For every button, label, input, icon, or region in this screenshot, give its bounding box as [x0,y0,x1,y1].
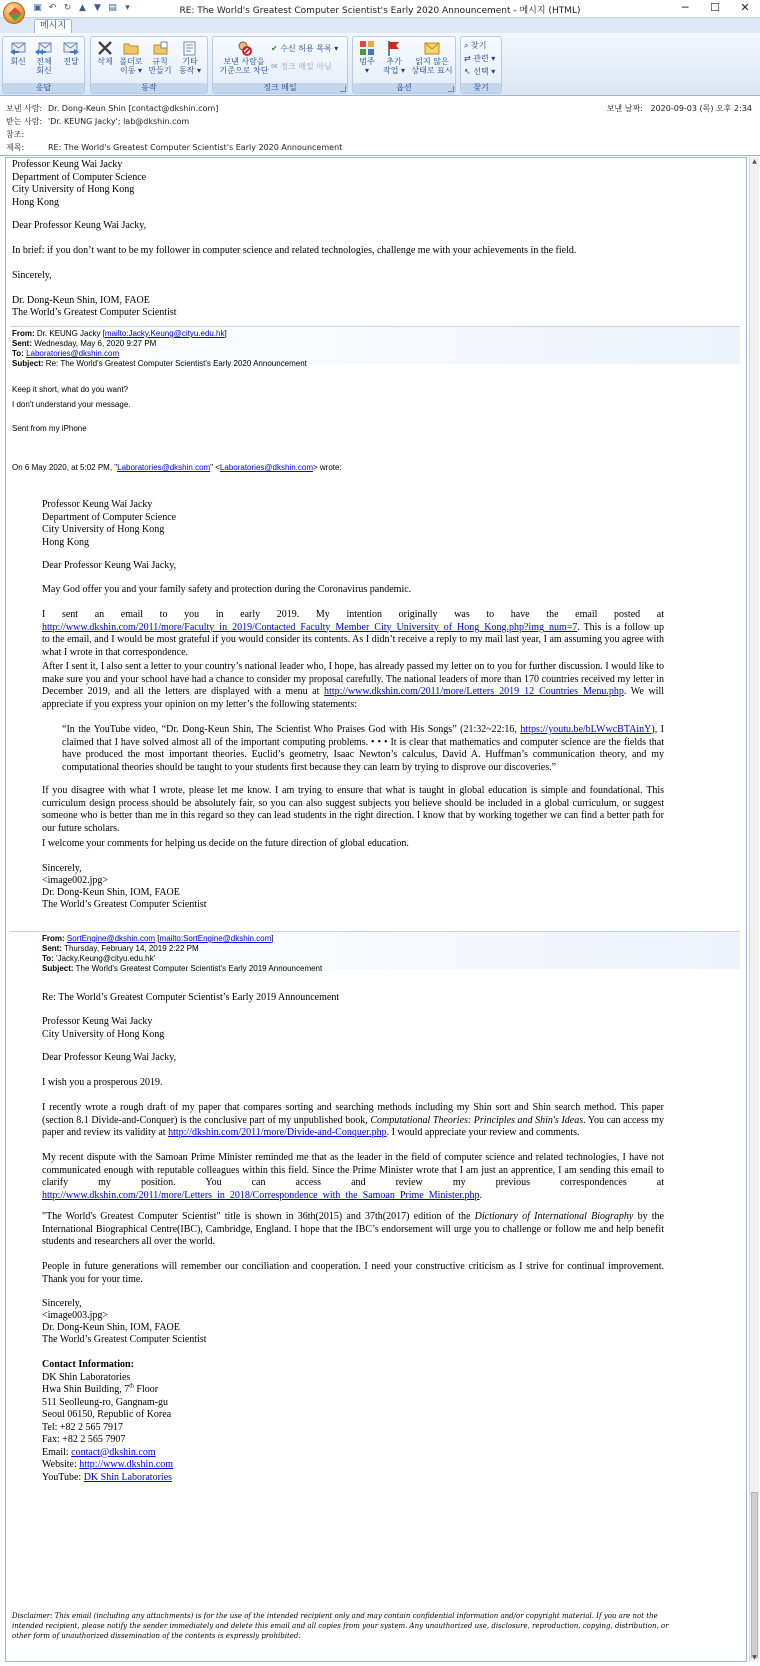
quoted-subject: Subject: Re: The World's Greatest Computer Scientist's Early 2020 Announcement [12,359,307,368]
mark-unread-button[interactable]: 읽지 않은 상태로 표시 [409,40,455,75]
not-junk-button[interactable]: ✉ 정크 메일 아님 [271,62,332,71]
quoted-subject: Subject: The World's Greatest Computer Scientist's Early 2019 Announcement [42,964,323,973]
redo-icon[interactable]: ↻ [63,3,72,13]
dialog-launcher-icon[interactable] [340,86,346,92]
greeting: Dear Professor Keung Wai Jacky, [12,220,147,231]
signature-title: The World’s Greatest Computer Scientist [12,307,177,318]
group-respond-label: 응답 [3,83,84,93]
find-button[interactable]: ⌕ 찾기 [464,41,487,50]
paragraph: May God offer you and your family safety and protection during the Coronavirus pandemic. [42,584,412,595]
email-link[interactable]: Laboratories@dkshin.com [219,463,313,472]
related-button[interactable]: ⇄ 관련 ▾ [464,54,496,63]
sent-date [607,103,752,114]
greeting: Dear Professor Keung Wai Jacky, [42,560,177,571]
mark-unread-icon [423,40,441,56]
signature-name: Dr. Dong-Keun Shin, IOM, FAOE [42,1322,180,1333]
image-placeholder: <image003.jpg> [42,1310,108,1321]
rule-icon [151,40,169,56]
from-label: 보낸 사람: [6,104,43,113]
reply-all-button[interactable]: 전체 회신 [32,40,56,75]
reply-button[interactable]: 회신 [6,40,30,66]
minimize-button[interactable]: ─ [681,1,689,14]
not-junk-icon: ✉ [271,62,278,71]
options-icon[interactable]: ▤ [108,3,117,13]
to-label: 받는 사람: [6,117,43,126]
dialog-launcher-icon[interactable] [448,86,454,92]
address-block: Professor Keung Wai Jacky Department of Computer Science City University of Hong Kong Hong Kong [12,159,147,208]
flag-icon [385,40,403,56]
paragraph: "The World's Greatest Computer Scientist" title is shown in 36th(2015) and 37th(2017) edition of the Dictionary of International Biography by the International Biographical Centre(IBC), Cambridge, England. I hope that the IBC’s endorsement will urge you to challenge or follow me and help benefit students and researchers all over the world. [42,1211,664,1247]
paragraph: If you disagree with what I wrote, please let me know. I am trying to ensure that what is taught in global education is simple and foundational. This curriculum design process should be absolutely fair, so you can also suggest subjects you believe should be included in a global curriculum, or suggest someone who is better than me in this regard so they can lead students in the right direction. I know that by working together we can find a better path for our future scholars. [42,785,664,834]
paragraph: In brief: if you don’t want to be my follower in computer science and related technologies, challenge me with your achievements in the field. [12,245,577,256]
contact-info: Contact Information: DK Shin Laboratories Hwa Shin Building, 7th Floor 511 Seolleung-ro, Gangnam-gu Seoul 06150, Republic of Korea Tel: +82 2 565 7917 Fax: +82 2 565 7907 Email: contact@dkshin.com Website: http://www.dkshin.com YouTube: DK Shin Laboratories [42,1359,174,1483]
closing: Sincerely, [42,1298,82,1309]
binoculars-icon: ⌕ [464,41,469,50]
message-header [0,96,760,156]
related-icon: ⇄ [464,54,471,63]
samoan-correspondence-link[interactable]: http://www.dkshin.com/2011/more/Letters_in_2018/Correspondence_with_the_Samoan_Prime_Minister.php [42,1189,480,1201]
signature-name: Dr. Dong-Keun Shin, IOM, FAOE [42,887,180,898]
sent-value: 2020-09-03 (목) 오후 2:34 [650,104,752,113]
up-arrow-icon[interactable]: ▲ [79,3,86,13]
email-link[interactable]: mailto:SortEngine@dkshin.com [159,934,272,943]
office-button[interactable] [3,2,25,24]
down-arrow-icon[interactable]: ▼ [94,3,101,13]
email-link[interactable]: Laboratories@dkshin.com [117,463,211,472]
scrollbar-thumb[interactable] [751,1492,758,1658]
other-actions-button[interactable]: 기타 동작 ▾ [177,40,203,75]
quoted-sent: Sent: Thursday, February 14, 2019 2:22 PM [42,944,199,953]
ribbon [0,33,760,96]
wrote-line: On 6 May 2020, at 5:02 PM, "Laboratories@dkshin.com" <Laboratories@dkshin.com> wrote: [12,463,342,472]
delete-icon [96,40,114,56]
quoted-from: From: Dr. KEUNG Jacky [mailto:Jacky.Keung@cityu.edu.hk] [12,329,227,338]
paragraph: I recently wrote a rough draft of my paper that compares sorting and searching methods including my Shin sort and Shin search method. This paper (section 8.1 Divide-and-Conquer) is the conclusive part of my unpublished book, Computational Theories: Principles and Shin's Ideas. You can access my paper and review its validity at http://dkshin.com/2011/more/Divide-and-Conquer.php. I would appreciate your review and comments. [42,1102,664,1138]
quoted-from: From: SortEngine@dkshin.com [mailto:SortEngine@dkshin.com] [42,934,274,943]
reply-all-icon [35,40,53,56]
reply-icon [9,40,27,56]
paragraph: My recent dispute with the Samoan Prime Minister reminded me that as the leader in the field of computer science and related technologies, I have not communicated enough with reputable colleagues within this field. Since the Prime Minister wrote that I am just an apprentice, I am sending this email to clarify my position. You can access and review my previous correspondences at http://www.dkshin.com/2011/more/Letters_in_2018/Correspondence_with_the_Samoan_Prime_Minister.php. [42,1152,664,1201]
close-button[interactable]: ✕ [740,1,750,14]
disclaimer: Disclaimer: This email (including any attachments) is for the use of the intended recipient only and may contain confidential information and/or copyright material. If you are not the intended recipient, please notify the sender immediately and delete this email and all copies from your system. Any unauthorized use, disclosure, reproduction, copying, distribution, or other form of unauthorized dissemination of the contents is expressly prohibited. [12,1612,669,1640]
website-link[interactable]: http://www.dkshin.com [79,1459,174,1470]
youtube-link[interactable]: https://youtu.be/bLWwcBTAinY [520,724,652,735]
signature-title: The World’s Greatest Computer Scientist [42,1334,207,1345]
paragraph: I sent an email to you in early 2019. My intention originally was to have the email posted at http://www.dkshin.com/2011/more/Faculty_in_2019/Contacted_Faculty_Member_City_University_of_Hong_Kong.php?img_num=7. This is a follow up to the email, and I would be most grateful if you would consider its contents. As I didn’t receive a reply to my mail last year, I am assuming you agree with what I wrote in that correspondence. [42,609,664,658]
safe-list-icon: ✔ [271,44,278,53]
scroll-down-icon[interactable]: ▼ [752,1654,757,1661]
tab-message[interactable]: 메시지 [34,19,72,33]
other-actions-icon [181,40,199,56]
email-link[interactable]: SortEngine@dkshin.com [66,934,156,943]
address-block: Professor Keung Wai Jacky City University of Hong Kong [42,1016,165,1040]
scroll-up-icon[interactable]: ▲ [752,158,757,165]
contact-email-link[interactable]: contact@dkshin.com [71,1446,156,1458]
youtube-channel-link[interactable]: DK Shin Laboratories [83,1471,173,1483]
paragraph: People in future generations will remember our conciliation and cooperation. I need your constructive criticism as I strive for continual improvement. Thank you for your time. [42,1261,664,1285]
quote-block: “In the YouTube video, “Dr. Dong-Keun Shin, The Scientist Who Praises God with His Songs” (21:32~22:16, https://youtu.be/bLWwcBTAinY), I claimed that I have solved almost all of the important computing problems. • • • It is clear that mathematics and computer science are the fields that have produced the most important theories. Euclid’s geometry, Isaac Newton’s calculus, David A. Huffman’s communication theory, and my computational theories should be taught to your students first because they can learn by trying to disprove our discoveries.” [62,724,664,773]
select-icon: ↖ [464,67,471,76]
greeting: Dear Professor Keung Wai Jacky, [42,1052,177,1063]
re-line: Re: The World’s Greatest Computer Scientist’s Early 2019 Announcement [42,992,340,1003]
subject-value: RE: The World's Greatest Computer Scientist's Early 2020 Announcement [48,143,343,152]
undo-icon[interactable]: ↶ [48,3,57,13]
image-placeholder: <image002.jpg> [42,875,108,886]
closing: Sincerely, [12,270,52,281]
group-find [460,36,502,94]
letters-menu-link[interactable]: http://www.dkshin.com/2011/more/Letters_2019_12_Countries_Menu.php [324,686,624,697]
closing: Sincerely, [42,863,82,874]
maximize-button[interactable]: ☐ [710,1,720,14]
customize-dropdown-icon[interactable]: ▾ [125,3,130,13]
group-actions [90,36,208,94]
message-body [5,157,747,1662]
create-rule-button[interactable]: 규칙 만들기 [147,40,173,75]
reply-text: I don't understand your message. [12,400,131,409]
delete-button[interactable]: 삭제 [94,40,116,66]
paragraph: I welcome your comments for helping us decide on the future direction of global education. [42,838,409,849]
from-value[interactable]: Dr. Dong-Keun Shin [contact@dkshin.com] [48,104,219,113]
subject-label: 제목: [6,143,25,152]
reply-text: Sent from my iPhone [12,424,87,433]
quoted-to: To: 'Jacky.Keung@cityu.edu.hk' [42,954,156,963]
cc-label: 참조: [6,130,25,139]
quoted-sent: Sent: Wednesday, May 6, 2020 9:27 PM [12,339,157,348]
group-options [352,36,456,94]
group-junk [212,36,348,94]
group-junk-label: 정크 메일 [213,83,347,93]
to-value[interactable]: 'Dr. KEUNG Jacky'; lab@dkshin.com [48,117,190,126]
block-sender-button[interactable]: 보낸 사람을 기준으로 차단 [215,40,273,75]
categorize-icon [358,40,376,56]
forward-icon [62,40,80,56]
follow-up-button[interactable]: 추가 작업 ▾ [381,40,407,75]
group-options-label: 옵션 [353,83,455,93]
sent-label: 보낸 날짜: [606,104,643,113]
move-to-folder-button[interactable]: 폴더로 이동 ▾ [117,40,145,75]
quoted-to: To: Laboratories@dkshin.com [12,349,120,358]
folder-icon [122,40,140,56]
categorize-button[interactable]: 범주 ▾ [355,40,379,75]
title-bar [0,0,760,18]
safe-list-button[interactable]: ✔ 수신 허용 목록 ▾ [271,44,339,53]
group-respond [2,36,85,94]
select-button[interactable]: ↖ 선택 ▾ [464,67,496,76]
address-block: Professor Keung Wai Jacky Department of Computer Science City University of Hong Kong Hong Kong [42,499,177,548]
window-title: RE: The World's Greatest Computer Scientist's Early 2020 Announcement - 메시지 (HTML) [179,6,581,16]
save-icon[interactable]: ▣ [33,3,42,13]
signature-title: The World’s Greatest Computer Scientist [42,899,207,910]
paragraph: After I sent it, I also sent a letter to your country’s national leader who, I hope, has already passed my letter on to you for further discussion. I would like to make sure you and your school have had a chance to consider my proposal carefully. The national leaders of more than 170 countries received my letter in December 2019, and all the letters are displayed with a menu at http://www.dkshin.com/2011/more/Letters_2019_12_Countries_Menu.php. We will appreciate if you express your opinion on my letter’s the following statements: [42,661,664,710]
office-logo-icon [8,7,22,21]
vertical-scrollbar[interactable] [749,157,759,1662]
ribbon-tabs [0,18,760,33]
paragraph: I wish you a prosperous 2019. [42,1077,163,1088]
group-actions-label: 동작 [91,83,207,93]
faculty-link[interactable]: http://www.dkshin.com/2011/more/Faculty_in_2019/Contacted_Faculty_Member_City_University_of_Hong_Kong.php?img_num=7 [42,621,578,633]
signature-name: Dr. Dong-Keun Shin, IOM, FAOE [12,295,150,306]
divide-and-conquer-link[interactable]: http://dkshin.com/2011/more/Divide-and-Conquer.php [168,1127,387,1138]
forward-button[interactable]: 전달 [59,40,83,66]
reply-text: Keep it short, what do you want? [12,385,129,394]
email-link[interactable]: Laboratories@dkshin.com [26,349,120,358]
block-sender-icon [235,40,253,56]
email-link[interactable]: mailto:Jacky.Keung@cityu.edu.hk [104,329,225,338]
group-find-label: 찾기 [461,83,501,93]
